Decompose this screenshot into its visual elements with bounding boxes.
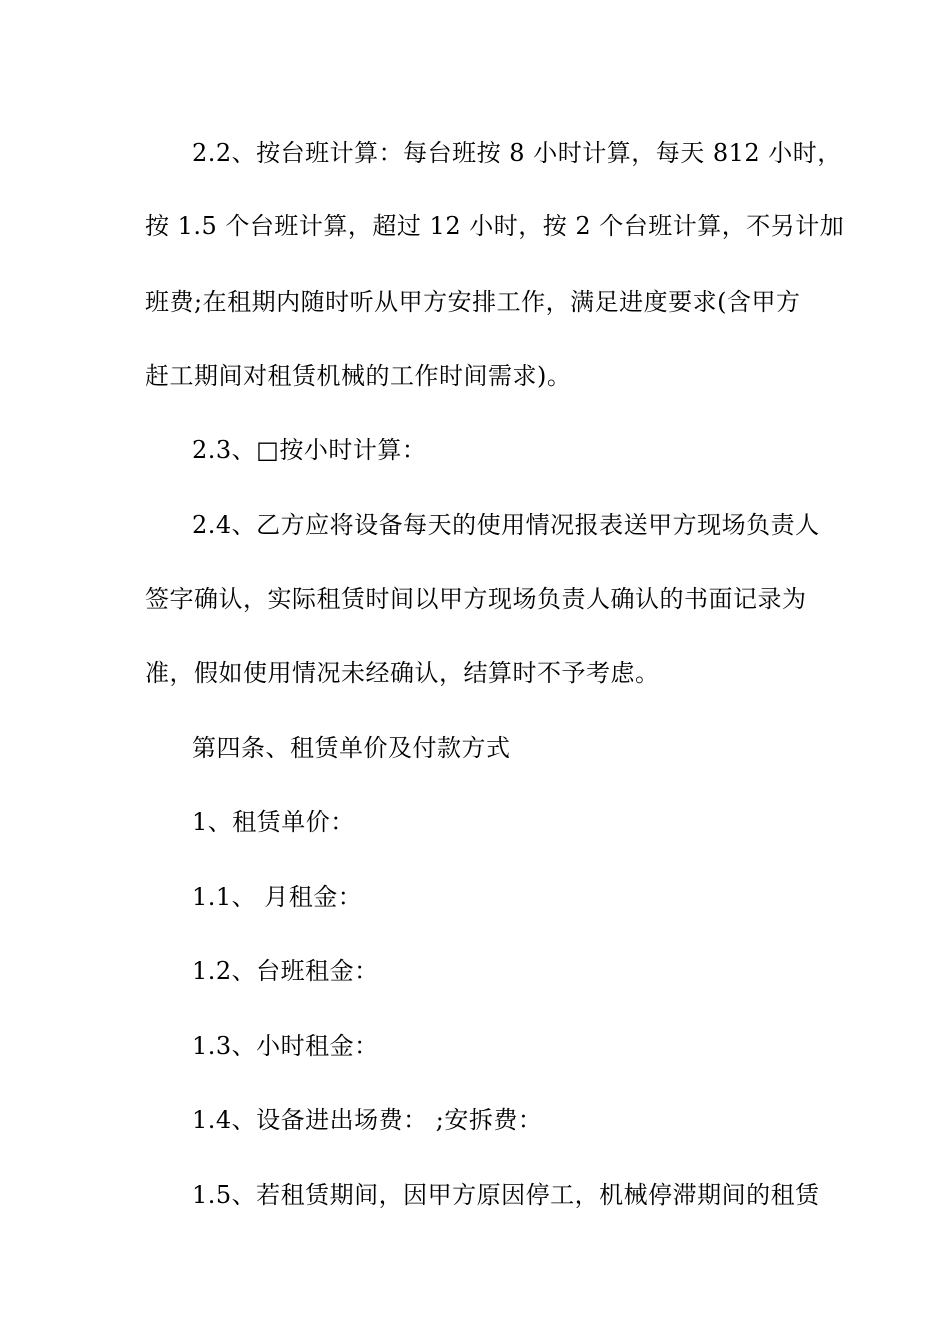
item-1-5-stoppage-clause: 1.5、若租赁期间，因甲方原因停工，机械停滞期间的租赁	[192, 1181, 820, 1209]
section-heading-article-4: 第四条、租赁单价及付款方式	[192, 734, 511, 762]
item-1-3-hourly-rent: 1.3、小时租金：	[192, 1032, 379, 1060]
item-1-4-entry-exit-fee: 1.4、设备进出场费： ;安拆费：	[192, 1106, 543, 1134]
paragraph-2-2-line-2: 按 1.5 个台班计算，超过 12 小时，按 2 个台班计算，不另计加	[145, 212, 845, 240]
paragraph-2-3: 2.3、□按小时计算：	[192, 436, 427, 464]
paragraph-2-2-line-4: 赶工期间对租赁机械的工作时间需求)。	[145, 362, 572, 390]
paragraph-2-2-line-3: 班费;在租期内随时听从甲方安排工作，满足进度要求(含甲方	[145, 288, 801, 316]
paragraph-2-4-line-2: 签字确认，实际租赁时间以甲方现场负责人确认的书面记录为	[145, 585, 807, 613]
item-1-1-monthly-rent: 1.1、 月租金：	[192, 883, 363, 911]
paragraph-2-4-line-3: 准，假如使用情况未经确认，结算时不予考虑。	[145, 659, 660, 687]
paragraph-2-2-line-1: 2.2、按台班计算：每台班按 8 小时计算，每天 812 小时，	[192, 139, 842, 167]
item-1-rental-unit-price: 1、租赁单价：	[192, 808, 355, 836]
item-1-2-shift-rent: 1.2、台班租金：	[192, 957, 379, 985]
paragraph-2-4-line-1: 2.4、乙方应将设备每天的使用情况报表送甲方现场负责人	[192, 511, 820, 539]
